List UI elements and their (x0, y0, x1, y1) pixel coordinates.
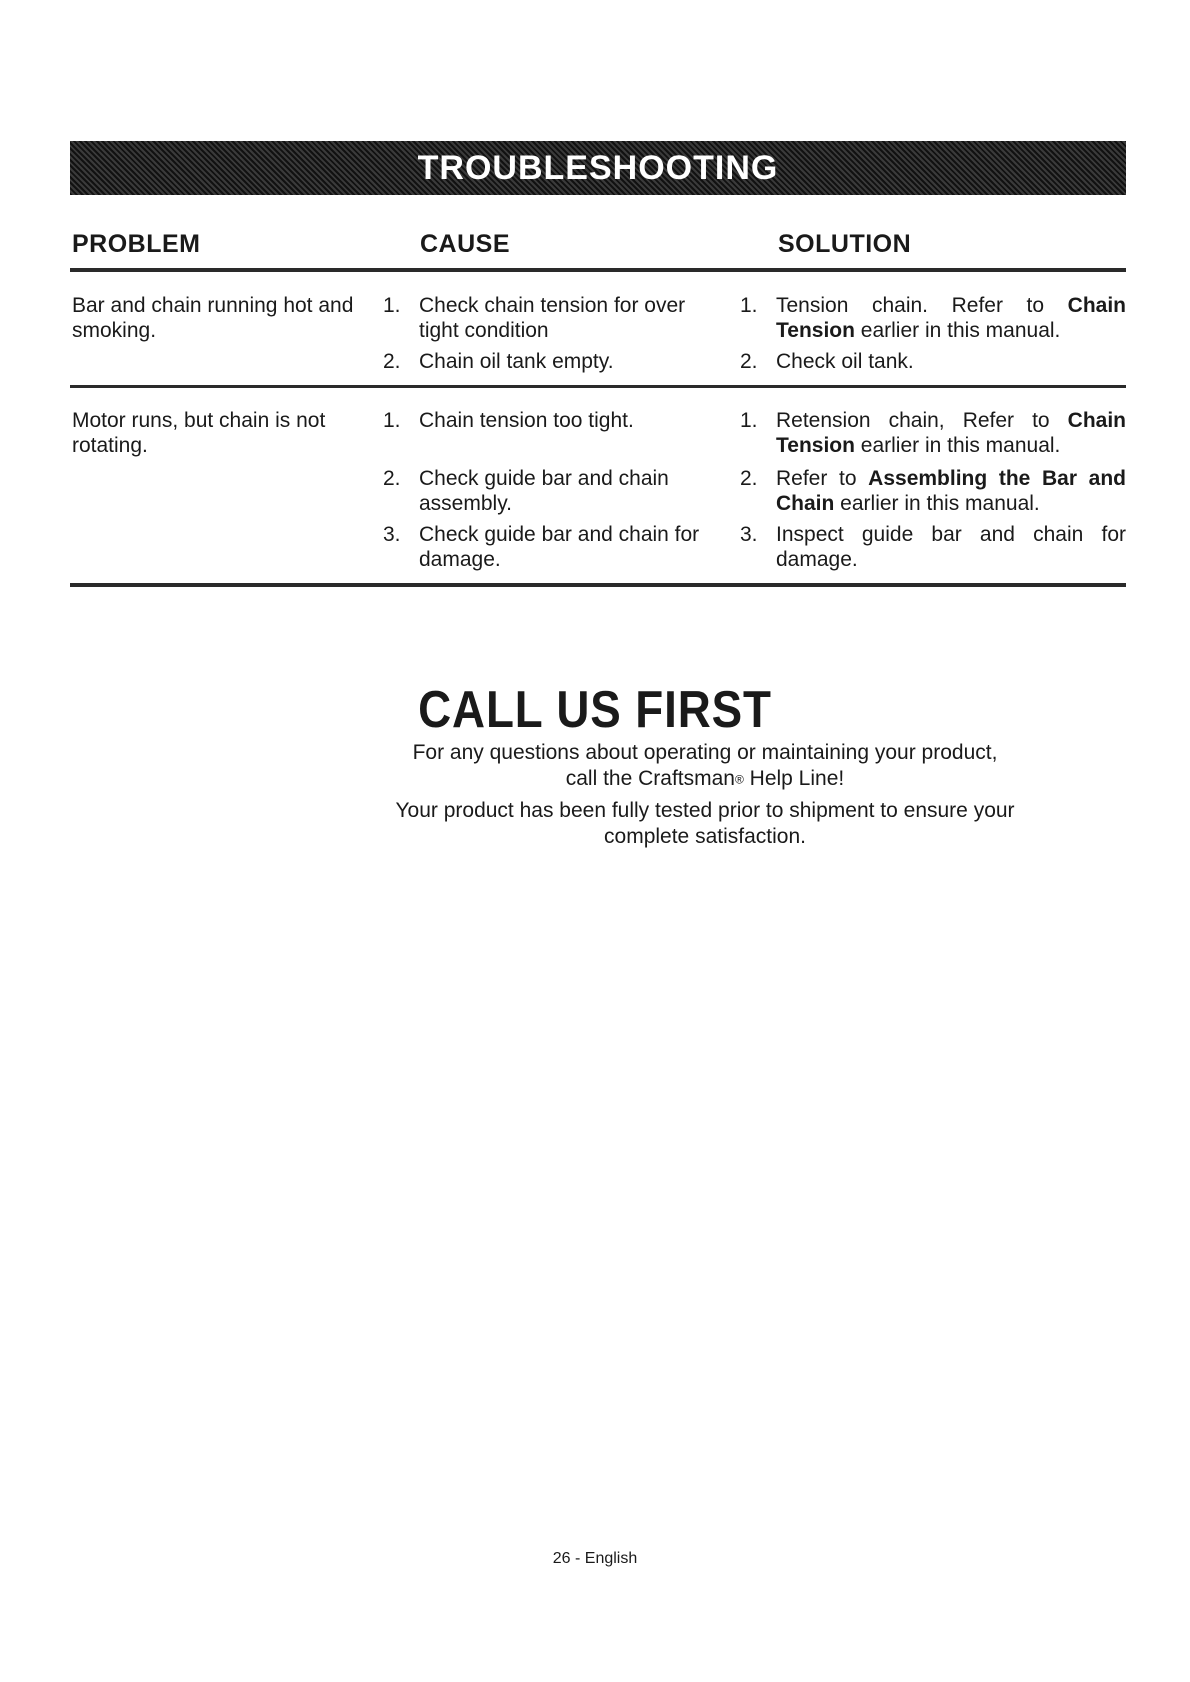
row-2-cause-3-text: Check guide bar and chain for damage. (419, 523, 700, 571)
page-footer: 26 - English (552, 1550, 638, 1567)
row-1-cause-2-num: 2. (383, 350, 401, 373)
call-us-line-1b-post: Help Line! (743, 767, 845, 790)
row-2-solution-3-text: Inspect guide bar and chain for damage. (776, 523, 1126, 571)
row-1-solution-2-num: 2. (740, 350, 758, 373)
row-2-solution-3-num: 3. (740, 523, 758, 546)
row-2-solution-2-pre: Refer to (776, 467, 869, 490)
row-2-solution-1-pre: Retension chain, Refer to (776, 409, 1068, 432)
row-2-solution-2-text (776, 466, 1126, 516)
row-1-solution-1-num: 1. (740, 294, 758, 317)
table-bottom-divider (70, 583, 1126, 587)
row-2-cause-2-text: Check guide bar and chain assembly. (419, 467, 669, 515)
column-headers (0, 230, 1190, 270)
registered-mark: ® (734, 772, 744, 787)
row-2-solution-1-ref: Chain Tension (776, 409, 1126, 457)
troubleshooting-banner (70, 141, 1126, 195)
header-cause: CAUSE (420, 230, 511, 258)
call-us-line-1b-pre: call the Craftsman (565, 767, 735, 790)
row-1-solution-1-text (776, 293, 1126, 343)
row-2-cause-1-text: Chain tension too tight. (419, 409, 634, 432)
row-2-solution-2-num: 2. (740, 467, 758, 490)
row-2-solution-1-text (776, 408, 1126, 458)
row-2-cause-1-num: 1. (383, 409, 401, 432)
row-2-solution-1-num: 1. (740, 409, 758, 432)
row-1-solution-1-post: earlier in this manual. (854, 319, 1061, 342)
call-us-paragraph-2: Your product has been fully tested prior to shipment to ensure your complete satisfaction. (395, 799, 1015, 848)
row-1-solution-1-ref: Chain Tension (776, 294, 1126, 342)
row-2-solution-2-post: earlier in this manual. (834, 492, 1040, 515)
header-problem: PROBLEM (72, 230, 201, 258)
row-2-problem: Motor runs, but chain is not rotating. (72, 409, 326, 457)
row-1-solution-2-text: Check oil tank. (776, 350, 914, 373)
header-divider (70, 268, 1126, 272)
row-2-cause-3-num: 3. (383, 523, 401, 546)
call-us-line-1b (340, 766, 1070, 792)
row-1-problem: Bar and chain running hot and smoking. (72, 294, 354, 342)
row-2-cause-2-num: 2. (383, 467, 401, 490)
banner-title: TROUBLESHOOTING (417, 148, 779, 187)
header-solution: SOLUTION (778, 230, 912, 258)
row-1-cause-2-text: Chain oil tank empty. (419, 350, 614, 373)
row-2-solution-1-post: earlier in this manual. (854, 434, 1061, 457)
call-us-first-title: CALL US FIRST (418, 681, 772, 739)
row-1-cause-1-text: Check chain tension for over tight condition (419, 294, 686, 342)
row-2-solution-2-ref: Assembling the Bar and Chain (776, 467, 1126, 515)
row-divider (70, 385, 1126, 388)
row-1-cause-1-num: 1. (383, 294, 401, 317)
call-us-line-1a: For any questions about operating or maintaining your product, (412, 741, 998, 764)
call-us-paragraph-1 (340, 740, 1070, 792)
row-1-solution-1-pre: Tension chain. Refer to (776, 294, 1068, 317)
